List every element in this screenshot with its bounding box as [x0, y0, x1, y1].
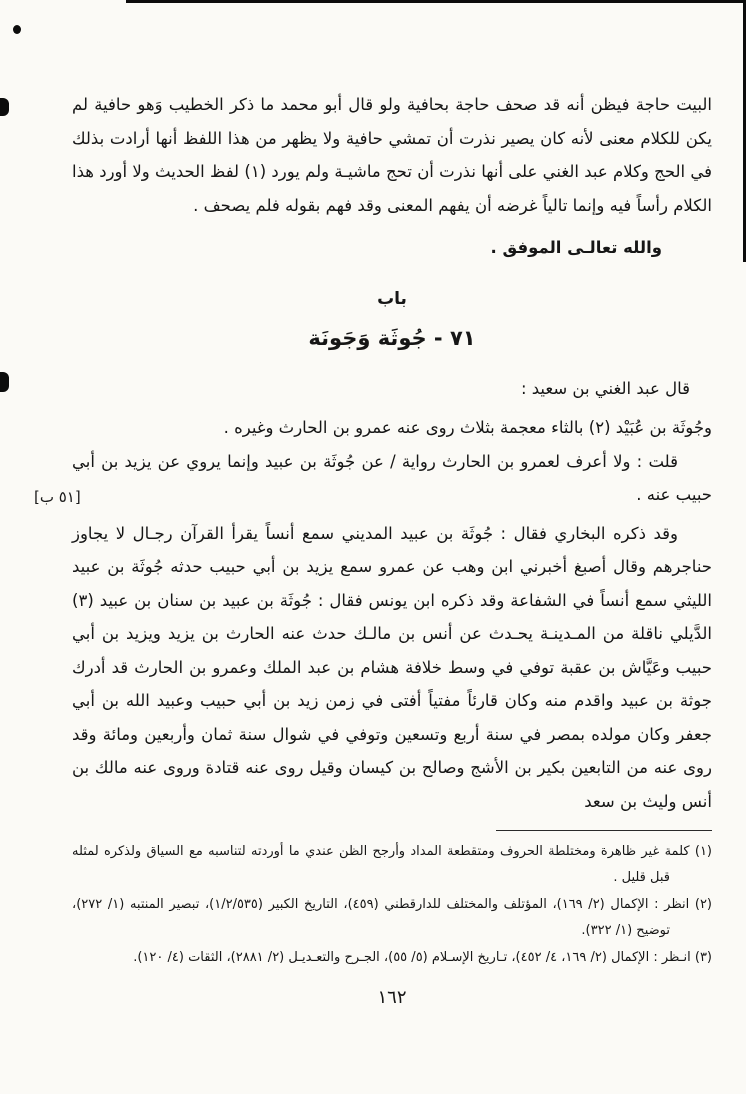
continuation-paragraph: البيت حاجة فيظن أنه قد صحف حاجة بحافية ولو قال أبو محمد ما ذكر الخطيب وَهو حافية لم يكن للكلام معنى لأنه كان يصير نذرت أن تمشي حافية ولا يظهر من هذا اللفظ أنها أرادت بذلك في الحج وكلام عبد الغني على أنها نذرت أن تحج ماشيـة ولم يورد (١) لفظ الحديث ولا أورد هذا الكلام رأساً فيه وإنما تالياً غرضه أن يفهم المعنى وقد فهم بقوله فلم يصحف . [72, 95, 713, 215]
closing-invocation-line: والله تعالـى الموفق . [490, 238, 662, 257]
footnote-2: (٢) انظر : الإكمال (٢/ ١٦٩)، المؤتلف والمختلف للدارقطني (٤٥٩)، التاريخ الكبير (١/٢/٥٣٥)، تبصير المنتبه (١/ ٢٧٢)، توضيح (١/ ٣٢٢). [72, 897, 712, 938]
footnote-1: (١) كلمة غير ظاهرة ومختلطة الحروف ومتقطعة المداد وأرجح الظن عندي ما أوردته لتناسبه مع السياق ولذكره لمثله قبل قليل . [72, 844, 712, 885]
entry-line: وجُوثَة بن عُبَيْد (٢) بالثاء معجمة بثلاث روى عنه عمرو بن الحارث وغيره . [223, 418, 712, 437]
comment-paragraph: قلت : ولا أعرف لعمرو بن الحارث رواية / عن جُوثَة بن عبيد وإنما يروي عن يزيد بن أبي حبيب عنه . [72, 451, 712, 504]
page-number: ١٦٢ [377, 986, 407, 1008]
section-label: باب [377, 289, 407, 309]
folio-marker: [٥١ ب] [34, 488, 81, 506]
footnote-separator [496, 830, 712, 831]
attribution-line: قال عبد الغني بن سعيد : [520, 379, 690, 398]
chapter-heading: ٧١ - جُوثَة وَجَونَة [308, 326, 476, 350]
footnotes-block [72, 839, 712, 971]
footnote-3: (٣) انـظر : الإكمال (٢/ ١٦٩، ٤/ ٤٥٢)، تـاريخ الإسـلام (٥/ ٥٥)، الجـرح والتعـديـل (٢/ ٢٨٨١)، الثقات (٤/ ١٢٠). [133, 950, 712, 965]
biography-paragraph: وقد ذكره البخاري فقال : جُوثَة بن عبيد المديني سمع أنساً يقرأ القرآن رجـال لا يجاوز حناجرهم وقال أصبغ أخبرني ابن وهب عن عمرو سمع يزيد بن أبي حبيب حدثه جُوثَة بن عبيد الليثي سمع أنساً في الشفاعة وقد ذكره ابن يونس فقال : جُوثَة بن عبيد بن سنان بن عبيد (٣) الدَّيلي ناقلة من المـدينـة يحـدث عن أنس بن مالـك حدث عنه الحارث بن يزيد ويزيد بن أبي حبيب وعَيَّاش بن عقبة توفي في وسط خلافة هشام بن عبد الملك وعمرو بن الحارث قد أدرك جوثة بن عبيد واقدم منه وكان قارئاً مفتياً أفتى في زمن زيد بن أبي حبيب وعبيد الله بن أبي جعفر وكان مولده بمصر في سنة أربع وتسعين وتوفي في شوال سنة ثمان وأربعين ومائة وقد روى عنه من التابعين بكير بن الأشج وصالح بن كيسان وقيل روى عنه قتادة وروى عنه مالك بن أنس وليث بن سعد [72, 523, 712, 811]
